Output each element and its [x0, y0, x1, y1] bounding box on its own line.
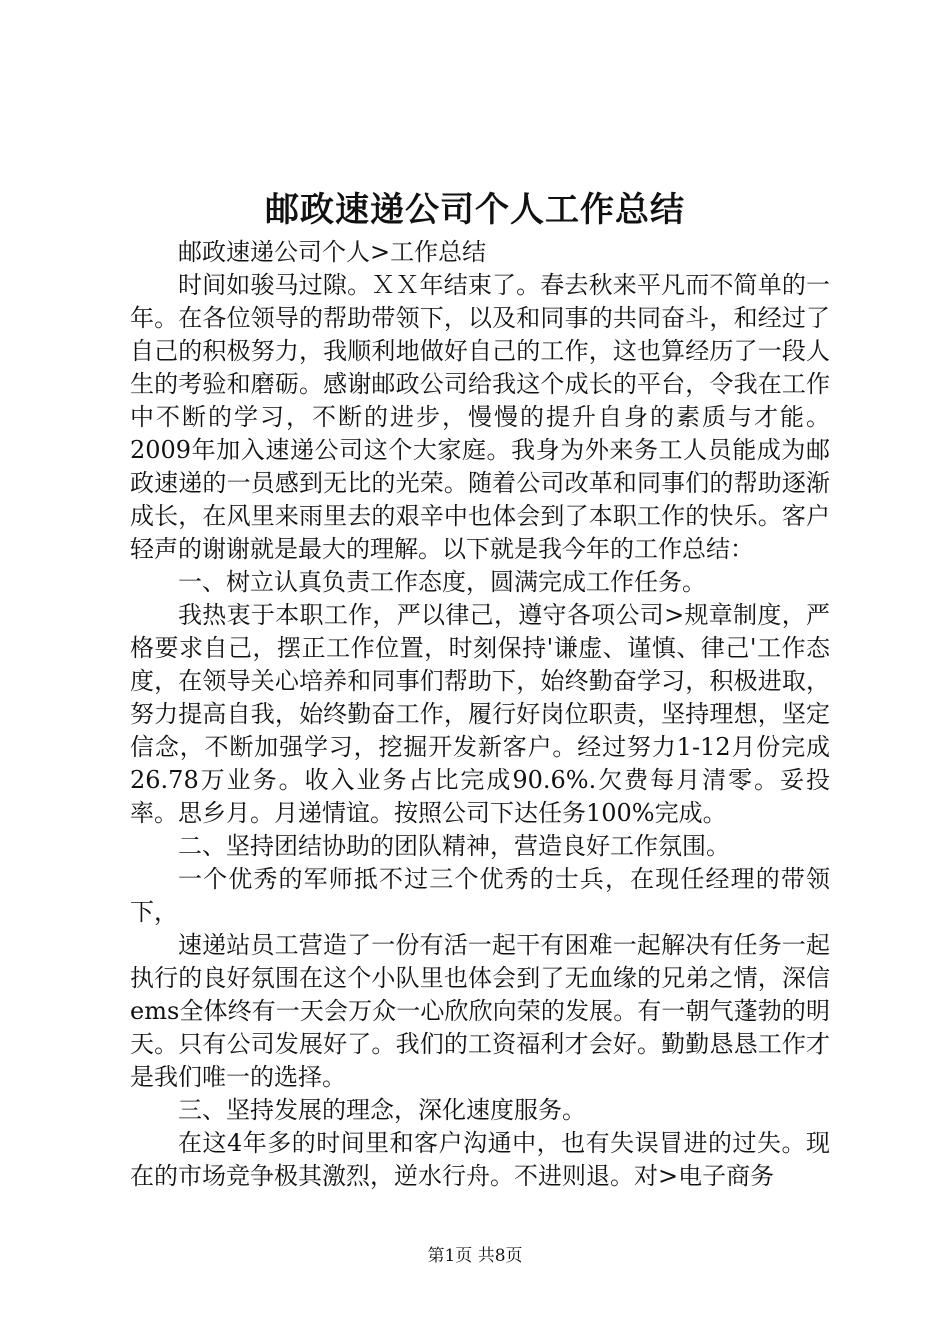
paragraph-section-2b: 速递站员工营造了一份有活一起干有困难一起解决有任务一起执行的良好氛围在这个小队里也体会到了无血缘的兄弟之情，深信ems全体终有一天会万众一心欣欣向荣的发展。有一朝气蓬勃的明天。只有公司发展好了。我们的工资福利才会好。勤勤恳恳工作才是我们唯一的选择。 — [130, 931, 830, 1091]
paragraph-section-1: 我热衷于本职工作，严以律己，遵守各项公司>规章制度，严格要求自己，摆正工作位置，时刻保持'谦虚、谨慎、律己'工作态度，在领导关心培养和同事们帮助下，始终勤奋学习，积极进取，努力提高自我，始终勤奋工作，履行好岗位职责，坚持理想，坚定信念，不断加强学习，挖掘开发新客户。经过努力1-12月份完成26.78万业务。收入业务占比完成90.6%.欠费每月清零。妥投率。思乡月。月递情谊。按照公司下达任务100%完成。 — [130, 601, 830, 827]
paragraph-section-2a: 一个优秀的军师抵不过三个优秀的士兵，在现任经理的带领下， — [130, 865, 830, 926]
paragraph-section-3: 在这4年多的时间里和客户沟通中，也有失误冒进的过失。现在的市场竞争极其激烈，逆水行舟。不进则退。对>电子商务 — [130, 1129, 830, 1190]
document-title: 邮政速递公司个人工作总结 — [265, 190, 685, 230]
paragraph-subtitle: 邮政速递公司个人>工作总结 — [178, 238, 487, 266]
paragraph-intro: 时间如骏马过隙。ＸＸ年结束了。春去秋来平凡而不简单的一年。在各位领导的帮助带领下，以及和同事的共同奋斗，和经过了自己的积极努力，我顺利地做好自己的工作，这也算经历了一段人生的考验和磨砺。感谢邮政公司给我这个成长的平台，令我在工作中不断的学习，不断的进步，慢慢的提升自身的素质与才能。2009年加入速递公司这个大家庭。我身为外来务工人员能成为邮政速递的一员感到无比的光荣。随着公司改革和同事们的帮助逐渐成长，在风里来雨里去的艰辛中也体会到了本职工作的快乐。客户轻声的谢谢就是最大的理解。以下就是我今年的工作总结： — [130, 271, 830, 563]
document-body — [130, 236, 830, 1193]
page-number-footer: 第1页 共8页 — [427, 1246, 523, 1266]
section-heading-1: 一、树立认真负责工作态度，圆满完成工作任务。 — [178, 568, 706, 596]
section-heading-3: 三、坚持发展的理念，深化速度服务。 — [178, 1096, 586, 1124]
section-heading-2: 二、坚持团结协助的团队精神，营造良好工作氛围。 — [178, 832, 730, 860]
